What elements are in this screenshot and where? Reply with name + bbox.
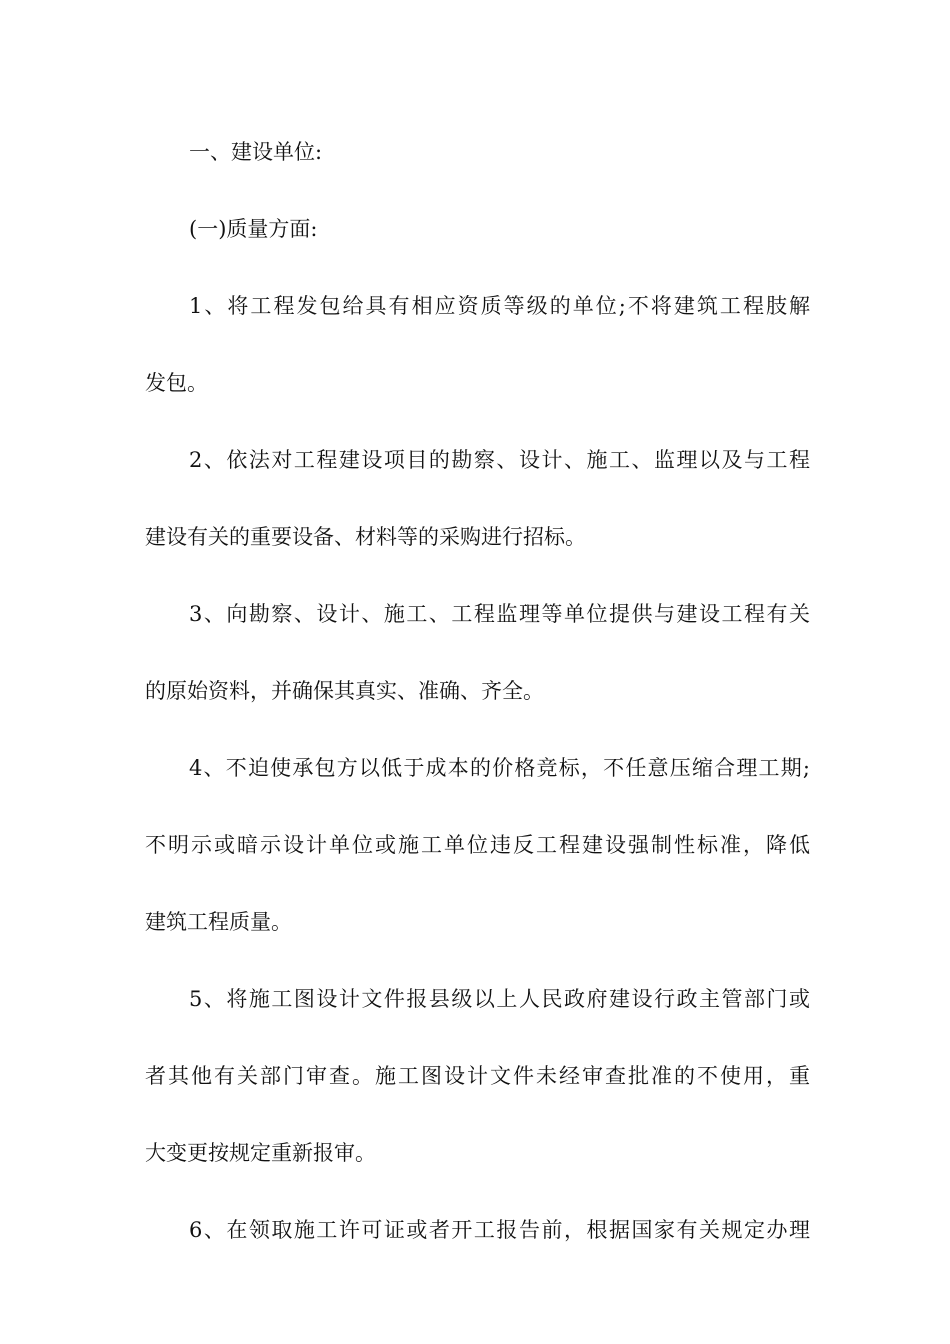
item-2-line-2: 建设有关的重要设备、材料等的采购进行招标。 xyxy=(145,525,586,549)
subsection-heading: (一)质量方面: xyxy=(189,217,318,241)
document-body xyxy=(145,130,810,1285)
item-1-line-1: 1、将工程发包给具有相应资质等级的单位;不将建筑工程肢解 xyxy=(189,294,810,318)
section-heading: 一、建设单位: xyxy=(189,140,323,164)
item-4-line-1: 4、不迫使承包方以低于成本的价格竞标，不任意压缩合理工期; xyxy=(189,756,810,780)
item-2-line-1: 2、依法对工程建设项目的勘察、设计、施工、监理以及与工程 xyxy=(189,448,810,472)
item-6-line-1: 6、在领取施工许可证或者开工报告前，根据国家有关规定办理 xyxy=(189,1218,810,1242)
item-1-line-2: 发包。 xyxy=(145,371,208,395)
item-4-line-3: 建筑工程质量。 xyxy=(145,910,292,934)
item-4-line-2: 不明示或暗示设计单位或施工单位违反工程建设强制性标准，降低 xyxy=(145,833,810,857)
item-5-line-1: 5、将施工图设计文件报县级以上人民政府建设行政主管部门或 xyxy=(189,987,810,1011)
item-3-line-2: 的原始资料，并确保其真实、准确、齐全。 xyxy=(145,679,544,703)
item-5-line-3: 大变更按规定重新报审。 xyxy=(145,1141,376,1165)
item-5-line-2: 者其他有关部门审查。施工图设计文件未经审查批准的不使用，重 xyxy=(145,1064,810,1088)
item-3-line-1: 3、向勘察、设计、施工、工程监理等单位提供与建设工程有关 xyxy=(189,602,810,626)
